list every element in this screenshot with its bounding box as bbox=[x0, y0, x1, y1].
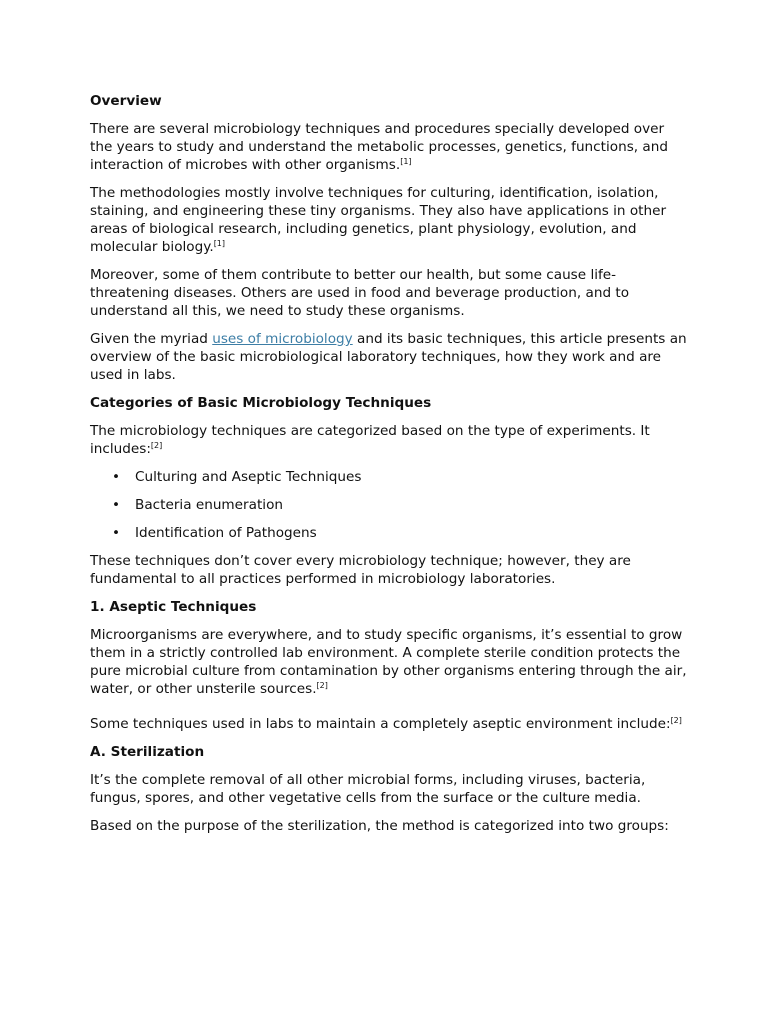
categories-heading: Categories of Basic Microbiology Techniques bbox=[90, 395, 432, 411]
aseptic-paragraph-1 bbox=[90, 626, 690, 698]
overview-paragraph-2-text: The methodologies mostly involve techniques for culturing, identification, isolation, staining, and engineering these tiny organisms. They also have applications in other areas of biological research, including genetics, plant physiology, evolution, and molecular biology. bbox=[90, 185, 667, 255]
overview-paragraph-4-after: and its basic techniques, this article presents an overview of the basic microbiological laboratory techniques, how they work and are used in labs. bbox=[90, 331, 687, 383]
overview-heading: Overview bbox=[90, 93, 162, 109]
citation-ref-1[interactable]: [1] bbox=[400, 157, 412, 166]
categories-outro: These techniques don’t cover every microbiology technique; however, they are fundamental to all practices performed in microbiology laboratories. bbox=[90, 553, 631, 587]
aseptic-heading: 1. Aseptic Techniques bbox=[90, 599, 257, 615]
list-item: • Culturing and Aseptic Techniques bbox=[135, 468, 690, 486]
overview-paragraph-4-before: Given the myriad bbox=[90, 331, 213, 347]
aseptic-paragraph-1-text: Microorganisms are everywhere, and to study specific organisms, it’s essential to grow them in a strictly controlled lab environment. A complete sterile condition protects the pure microbial culture from contamination by other organisms entering through the air, water, or other unsterile sources. bbox=[90, 627, 687, 697]
uses-of-microbiology-link[interactable]: uses of microbiology bbox=[212, 331, 353, 347]
citation-ref-2c[interactable]: [2] bbox=[670, 716, 682, 725]
categories-list bbox=[90, 468, 690, 542]
overview-paragraph-1 bbox=[90, 120, 690, 174]
sterilization-heading: A. Sterilization bbox=[90, 744, 205, 760]
overview-paragraph-1-text: There are several microbiology techniques and procedures specially developed over the years to study and understand the metabolic processes, genetics, functions, and interaction of microbes with other organisms. bbox=[90, 121, 668, 173]
list-item: • Identification of Pathogens bbox=[135, 524, 690, 542]
categories-intro-text: The microbiology techniques are categorized based on the type of experiments. It includes: bbox=[90, 423, 650, 457]
overview-paragraph-3: Moreover, some of them contribute to better our health, but some cause life-threatening diseases. Others are used in food and beverage production, and to understand all this, we need to study these organisms. bbox=[90, 267, 630, 319]
overview-paragraph-2 bbox=[90, 184, 690, 256]
citation-ref-2[interactable]: [2] bbox=[150, 441, 163, 450]
list-item: • Bacteria enumeration bbox=[135, 496, 690, 514]
document-page bbox=[90, 92, 690, 845]
sterilization-paragraph-2: Based on the purpose of the sterilization, the method is categorized into two groups: bbox=[90, 818, 669, 834]
categories-intro bbox=[90, 422, 690, 458]
aseptic-paragraph-2-text: Some techniques used in labs to maintain a completely aseptic environment include: bbox=[90, 716, 671, 732]
citation-ref-1b[interactable]: [1] bbox=[213, 239, 226, 248]
overview-paragraph-4 bbox=[90, 330, 690, 384]
sterilization-paragraph-1: It’s the complete removal of all other microbial forms, including viruses, bacteria, fungus, spores, and other vegetative cells from the surface or the culture media. bbox=[90, 772, 646, 806]
citation-ref-2b[interactable]: [2] bbox=[316, 681, 328, 690]
aseptic-paragraph-2 bbox=[90, 715, 690, 733]
